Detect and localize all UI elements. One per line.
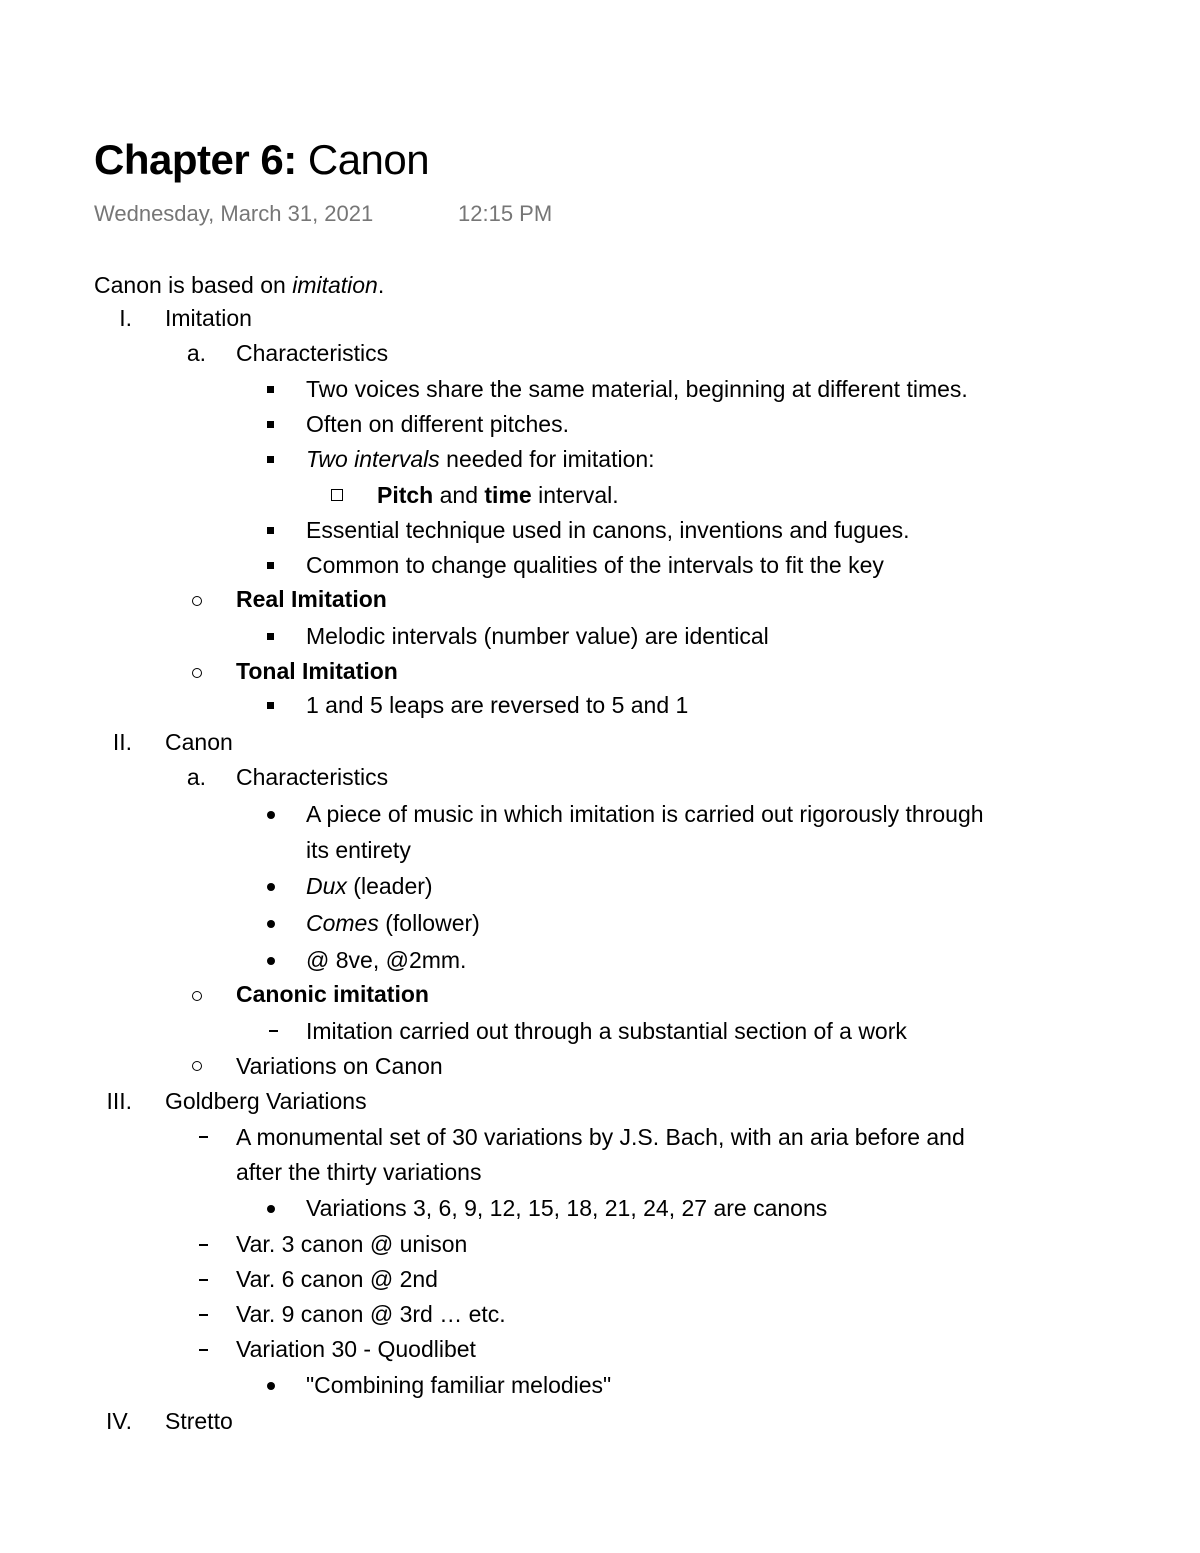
section-2-heading: Canon: [165, 729, 233, 755]
square-bullet-icon: [267, 456, 274, 463]
list-item: Two voices share the same material, beginning at different times.: [306, 376, 968, 402]
open-square-bullet-icon: [331, 489, 343, 501]
note-date: Wednesday, March 31, 2021: [94, 201, 374, 226]
list-item: A monumental set of 30 variations by J.S. Bach, with an aria before and: [236, 1124, 965, 1150]
circle-bullet-icon: [192, 1061, 202, 1071]
title-bold: Chapter 6:: [94, 136, 297, 183]
list-item-continuation: after the thirty variations: [236, 1159, 482, 1185]
list-item: Variation 30 - Quodlibet: [236, 1336, 476, 1362]
dash-bullet-icon: [199, 1136, 208, 1138]
square-bullet-icon: [267, 633, 274, 640]
list-item: Pitch and time interval.: [377, 482, 619, 508]
square-bullet-icon: [267, 386, 274, 393]
numeral-1: I.: [119, 305, 132, 331]
list-item: Variations 3, 6, 9, 12, 15, 18, 21, 24, 27 are canons: [306, 1195, 828, 1221]
list-item: A piece of music in which imitation is carried out rigorously through: [306, 801, 984, 827]
circle-bullet-icon: [192, 991, 202, 1001]
dot-bullet-icon: [267, 811, 275, 819]
note-time: 12:15 PM: [458, 201, 553, 226]
square-bullet-icon: [267, 527, 274, 534]
dash-bullet-icon: [199, 1349, 208, 1351]
dot-bullet-icon: [267, 920, 275, 928]
list-item: Often on different pitches.: [306, 411, 569, 437]
list-item: Var. 6 canon @ 2nd: [236, 1266, 438, 1292]
list-item: Two intervals needed for imitation:: [306, 446, 655, 472]
title-rest: Canon: [296, 136, 430, 183]
intro-text: Canon is based on imitation.: [94, 272, 385, 298]
section-3-heading: Goldberg Variations: [165, 1088, 367, 1114]
list-item: 1 and 5 leaps are reversed to 5 and 1: [306, 692, 689, 718]
square-bullet-icon: [267, 421, 274, 428]
section-1a-heading: Characteristics: [236, 340, 389, 366]
letter-1a: a.: [186, 340, 206, 366]
list-item: Essential technique used in canons, inventions and fugues.: [306, 517, 910, 543]
list-item: Melodic intervals (number value) are identical: [306, 623, 769, 649]
dot-bullet-icon: [267, 1205, 275, 1213]
dot-bullet-icon: [267, 957, 275, 965]
numeral-4: IV.: [105, 1408, 132, 1434]
dash-bullet-icon: [199, 1244, 208, 1246]
list-item: Dux (leader): [306, 873, 433, 899]
section-1-heading: Imitation: [165, 305, 252, 331]
dash-bullet-icon: [199, 1314, 208, 1316]
canonic-imitation-heading: Canonic imitation: [236, 981, 429, 1007]
square-bullet-icon: [267, 562, 274, 569]
dash-bullet-icon: [269, 1030, 278, 1032]
tonal-imitation-heading: Tonal Imitation: [236, 658, 398, 684]
list-item: Imitation carried out through a substantial section of a work: [306, 1018, 907, 1044]
intro-italic: imitation: [292, 272, 378, 298]
variations-on-canon: Variations on Canon: [236, 1053, 443, 1079]
section-2a-heading: Characteristics: [236, 764, 389, 790]
list-item: Common to change qualities of the intervals to fit the key: [306, 552, 884, 578]
numeral-3: III.: [106, 1088, 132, 1114]
letter-2a: a.: [186, 764, 206, 790]
list-item: Var. 3 canon @ unison: [236, 1231, 468, 1257]
list-item: Var. 9 canon @ 3rd … etc.: [236, 1301, 506, 1327]
list-item: Comes (follower): [306, 910, 480, 936]
section-4-heading: Stretto: [165, 1408, 233, 1434]
dash-bullet-icon: [199, 1279, 208, 1281]
circle-bullet-icon: [192, 668, 202, 678]
dot-bullet-icon: [267, 883, 275, 891]
page-title: [94, 132, 429, 188]
real-imitation-heading: Real Imitation: [236, 586, 387, 612]
list-item: "Combining familiar melodies": [306, 1372, 612, 1398]
square-bullet-icon: [267, 702, 274, 709]
circle-bullet-icon: [192, 596, 202, 606]
list-item: @ 8ve, @2mm.: [306, 947, 467, 973]
dot-bullet-icon: [267, 1382, 275, 1390]
numeral-2: II.: [112, 729, 132, 755]
list-item-continuation: its entirety: [306, 837, 411, 863]
